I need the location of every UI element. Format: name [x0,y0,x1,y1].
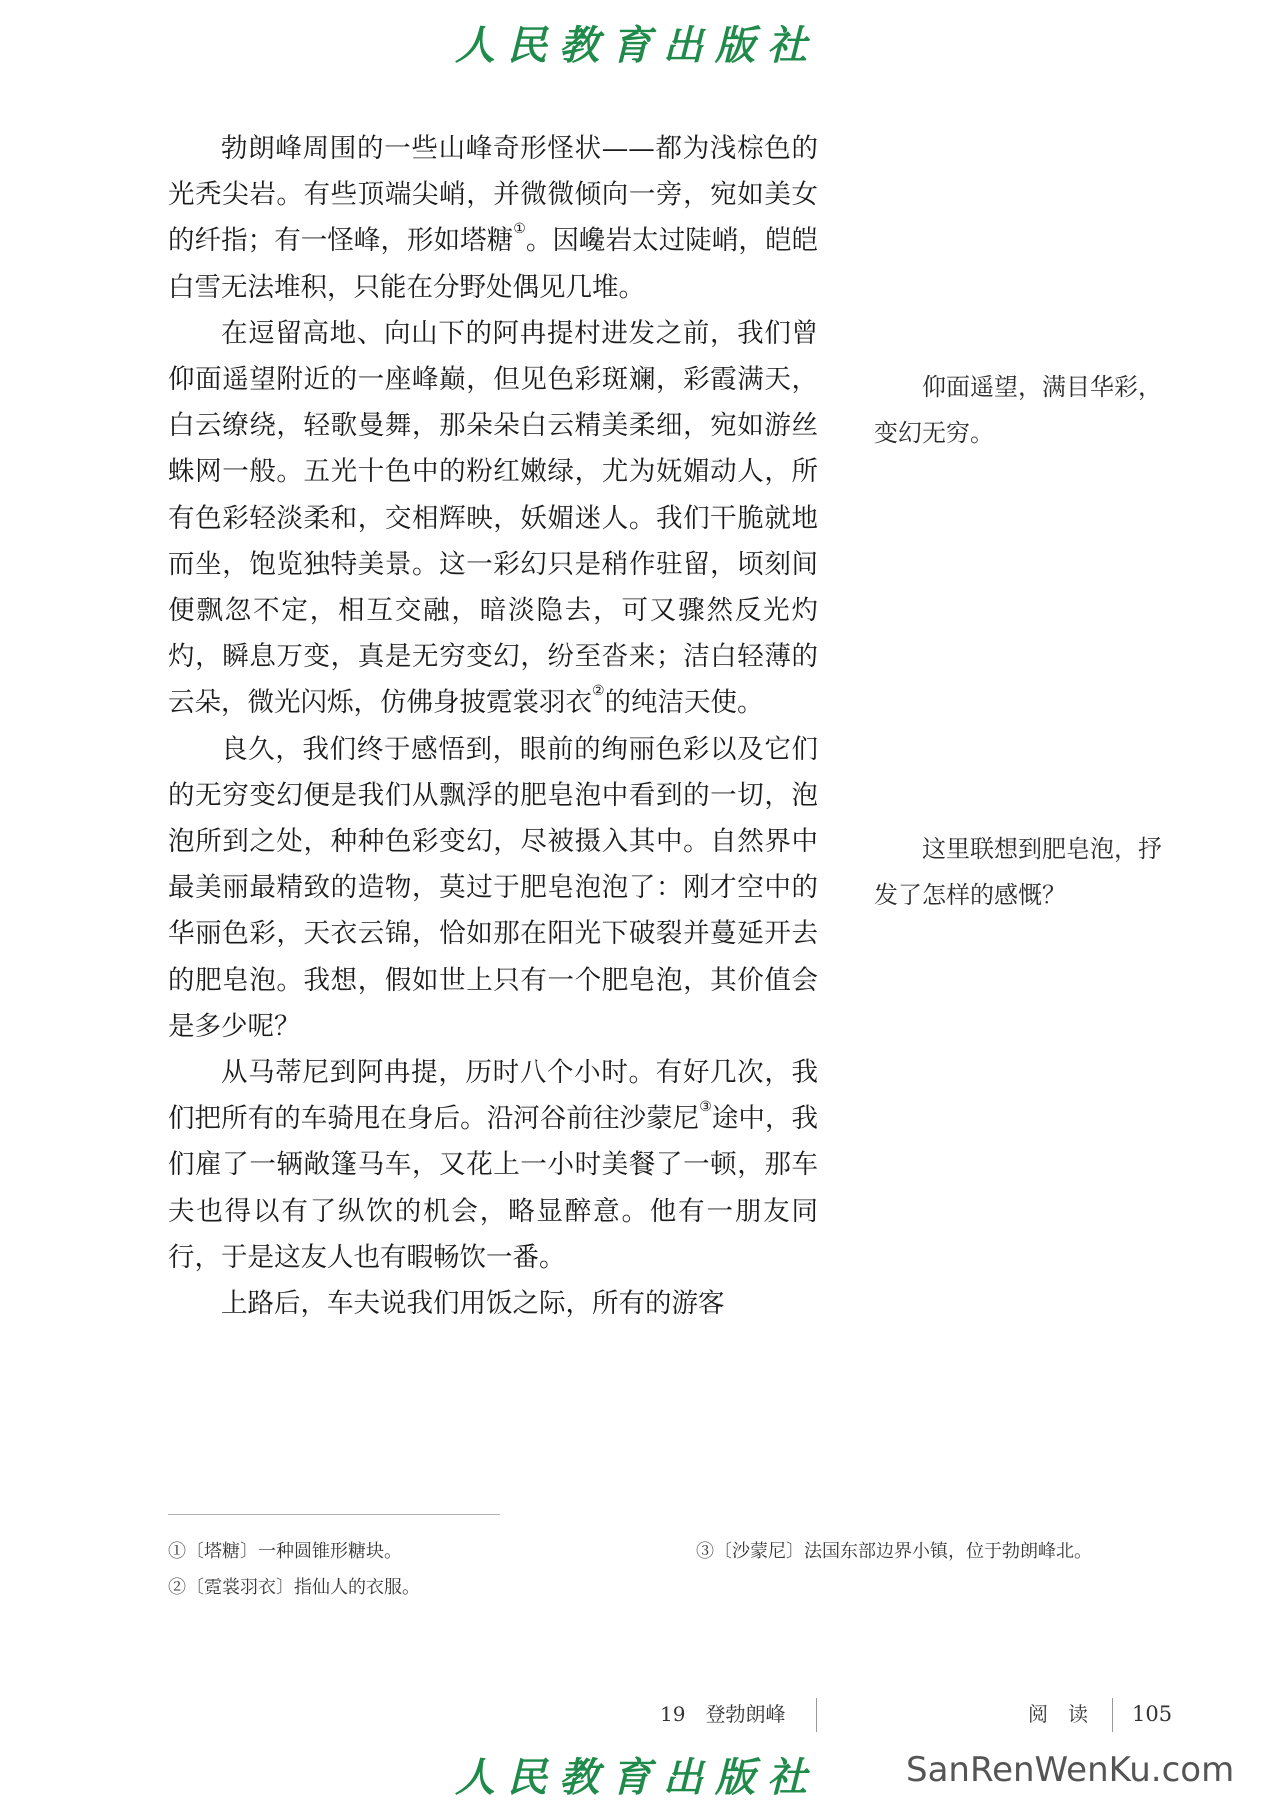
footnote-marker: ③ [699,1099,712,1116]
paragraph-text: 勃朗峰周围的一些山峰奇形怪状——都为浅棕色的光秃尖岩。有些顶端尖峭，并微微倾向一旁，宛如美女的纤指；有一怪峰，形如塔糖 [168,133,818,257]
footnote-3: ③〔沙蒙尼〕法国东部边界小镇，位于勃朗峰北。 [696,1541,1092,1562]
footnote-marker: ① [513,221,526,238]
paragraph-text: 。因巉岩太过陡峭，皑皑白雪无法堆积，只能在分野处偶见几堆。 [168,225,819,303]
site-watermark: SanRenWenKu.com [906,1750,1235,1790]
footer-divider [1112,1698,1113,1732]
footnote-1: ①〔塔糖〕一种圆锥形糖块。 [168,1541,402,1562]
margin-note-2: 这里联想到肥皂泡，抒发了怎样的感慨？ [874,835,1162,909]
paragraph-text: 从马蒂尼到阿冉提，历时八个小时。有好几次，我们把所有的车骑甩在身后。沿河谷前往沙蒙尼 [168,1057,818,1135]
paragraph-3 [168,727,818,1050]
paragraph-2 [168,311,818,727]
paragraph-4 [168,1050,818,1281]
footnote-marker: ② [592,683,605,700]
running-footer-lesson: 19 登勃朗峰 [660,1702,786,1726]
footnote-divider [168,1514,500,1515]
article-body [168,126,818,1327]
publisher-logo-top: 人民教育出版社 [455,22,819,69]
footnote-2: ②〔霓裳羽衣〕指仙人的衣服。 [168,1577,420,1598]
margin-note-1: 仰面遥望，满目华彩，变幻无穷。 [874,373,1162,447]
paragraph-text: 在逗留高地、向山下的阿冉提村进发之前，我们曾仰面遥望附近的一座峰巅，但见色彩斑斓，彩霞满天，白云缭绕，轻歌曼舞，那朵朵白云精美柔细，宛如游丝蛛网一般。五光十色中的粉红嫩绿，尤为妩媚动人，所有色彩轻淡柔和，交相辉映，妖媚迷人。我们干脆就地而坐，饱览独特美景。这一彩幻只是稍作驻留，顷刻间便飘忽不定，相互交融，暗淡隐去，可又骤然反光灼灼，瞬息万变，真是无穷变幻，纷至沓来；洁白轻薄的云朵，微光闪烁，仿佛身披霓裳羽衣 [168,317,818,719]
paragraph-5 [168,1281,818,1327]
page-number: 105 [1132,1702,1173,1726]
paragraph-text: 上路后，车夫说我们用饭之际，所有的游客 [221,1288,725,1320]
paragraph-text: 良久，我们终于感悟到，眼前的绚丽色彩以及它们的无穷变幻便是我们从飘浮的肥皂泡中看到的一切，泡泡所到之处，种种色彩变幻，尽被摄入其中。自然界中最美丽最精致的造物，莫过于肥皂泡泡了：刚才空中的华丽色彩，天衣云锦，恰如那在阳光下破裂并蔓延开去的肥皂泡。我想，假如世上只有一个肥皂泡，其价值会是多少呢？ [168,733,818,1042]
paragraph-text: 的纯洁天使。 [604,687,764,719]
footer-divider [816,1698,817,1732]
running-footer-section: 阅 读 [1028,1702,1088,1726]
paragraph-text: 途中，我们雇了一辆敞篷马车，又花上一小时美餐了一顿，那车夫也得以有了纵饮的机会，略显醉意。他有一朋友同行，于是这友人也有暇畅饮一番。 [168,1103,819,1273]
paragraph-1 [168,126,818,311]
publisher-logo-bottom: 人民教育出版社 [455,1754,819,1801]
